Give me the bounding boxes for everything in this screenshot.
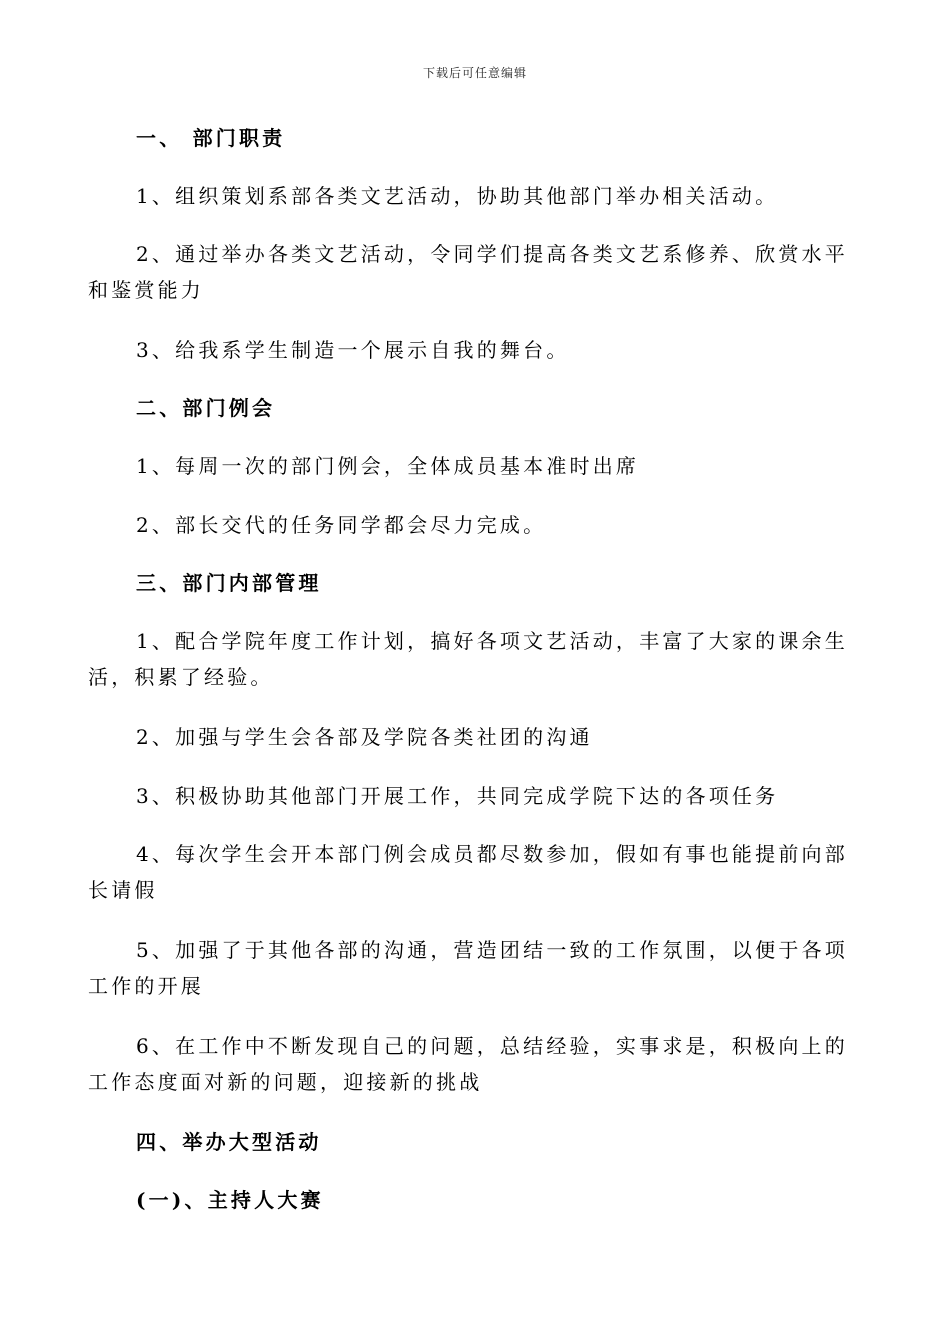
paragraph: 1、每周一次的部门例会，全体成员基本准时出席 bbox=[136, 454, 640, 478]
paragraph: 1、组织策划系部各类文艺活动，协助其他部门举办相关活动。 bbox=[136, 184, 779, 208]
paragraph: 1、配合学院年度工作计划，搞好各项文艺活动，丰富了大家的课余生活，积累了经验。 bbox=[88, 629, 848, 689]
subsection-heading-host-contest: (一)、主持人大赛 bbox=[136, 1188, 324, 1212]
paragraph: 6、在工作中不断发现自己的问题，总结经验，实事求是，积极向上的工作态度面对新的问题，迎接新的挑战 bbox=[88, 1034, 848, 1094]
paragraph: 2、部长交代的任务同学都会尽力完成。 bbox=[136, 513, 547, 537]
paragraph: 4、每次学生会开本部门例会成员都尽数参加，假如有事也能提前向部长请假 bbox=[88, 842, 848, 902]
paragraph: 3、积极协助其他部门开展工作，共同完成学院下达的各项任务 bbox=[136, 784, 779, 808]
paragraph: 5、加强了于其他各部的沟通，营造团结一致的工作氛围，以便于各项工作的开展 bbox=[88, 938, 848, 998]
section-heading-duties: 一、 部门职责 bbox=[136, 126, 286, 150]
paragraph: 2、加强与学生会各部及学院各类社团的沟通 bbox=[136, 725, 593, 749]
paragraph: 2、通过举办各类文艺活动，令同学们提高各类文艺系修养、欣赏水平和鉴赏能力 bbox=[88, 242, 848, 302]
section-heading-meetings: 二、部门例会 bbox=[136, 396, 276, 420]
page-header: 下载后可任意编辑 bbox=[422, 66, 527, 80]
section-heading-management: 三、部门内部管理 bbox=[136, 571, 322, 595]
paragraph: 3、给我系学生制造一个展示自我的舞台。 bbox=[136, 338, 570, 362]
section-heading-events: 四、举办大型活动 bbox=[136, 1130, 322, 1154]
